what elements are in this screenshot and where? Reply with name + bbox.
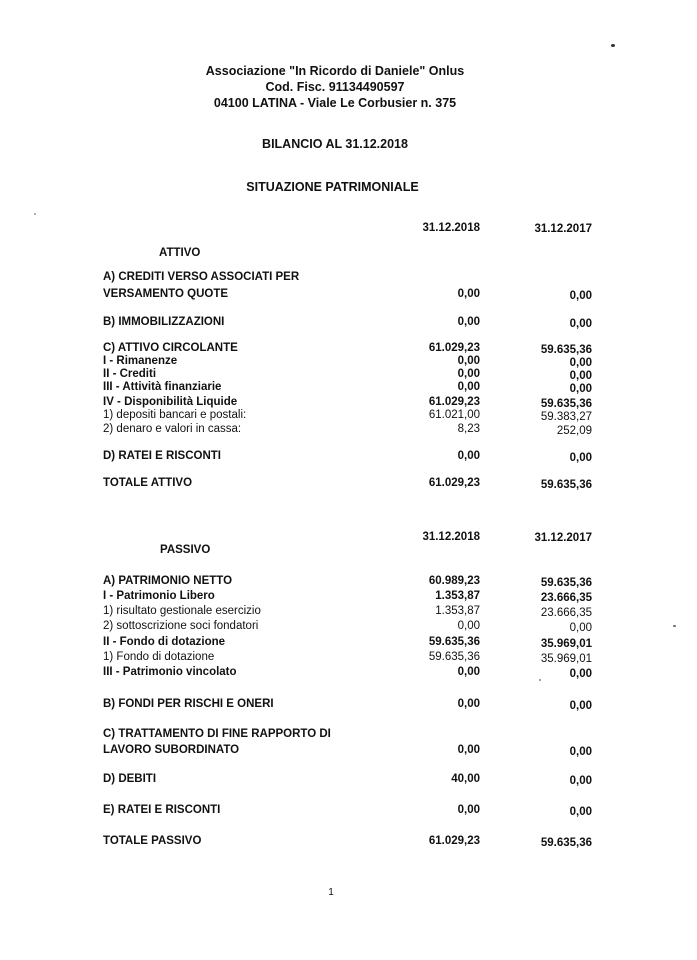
attivo-row-label: IV - Disponibilità Liquide <box>103 396 238 408</box>
address: 04100 LATINA - Viale Le Corbusier n. 375 <box>213 96 457 110</box>
attivo-row-value-2017: 59.635,36 <box>540 398 592 410</box>
passivo-row-value-2018: 61.029,23 <box>428 835 480 847</box>
passivo-row-value-2017: 0,00 <box>569 806 592 818</box>
attivo-row-value-2017: 0,00 <box>569 370 592 382</box>
scan-speck <box>611 44 615 47</box>
passivo-row-label: A) PATRIMONIO NETTO <box>103 575 233 587</box>
scan-speck <box>539 679 541 681</box>
scan-speck <box>673 625 676 627</box>
passivo-row-label: E) RATEI E RISCONTI <box>103 804 221 816</box>
column-header-2017: 31.12.2017 <box>534 223 592 235</box>
org-name: Associazione "In Ricordo di Daniele" Onlus <box>205 64 465 78</box>
passivo-row-value-2017: 59.635,36 <box>540 837 592 849</box>
attivo-row-value-2017: 0,00 <box>569 318 592 330</box>
passivo-row-value-2017: 23.666,35 <box>540 607 592 619</box>
attivo-row-label: A) CREDITI VERSO ASSOCIATI PER <box>103 271 300 283</box>
passivo-row-label: LAVORO SUBORDINATO <box>103 744 240 756</box>
passivo-row-value-2017: 35.969,01 <box>540 653 592 665</box>
attivo-row-value-2017: 0,00 <box>569 452 592 464</box>
attivo-row-label: D) RATEI E RISCONTI <box>103 450 221 462</box>
column-header-2018: 31.12.2018 <box>422 222 480 234</box>
passivo-row-value-2017: 0,00 <box>569 775 592 787</box>
passivo-row-label: II - Fondo di dotazione <box>103 636 226 648</box>
attivo-row-value-2018: 0,00 <box>457 368 480 380</box>
passivo-row-label: C) TRATTAMENTO DI FINE RAPPORTO DI <box>103 728 331 740</box>
passivo-row-label: 2) sottoscrizione soci fondatori <box>103 620 259 632</box>
attivo-row-label: 2) denaro e valori in cassa: <box>103 423 242 435</box>
document-title: BILANCIO AL 31.12.2018 <box>262 137 408 151</box>
passivo-row-value-2018: 0,00 <box>457 620 480 632</box>
attivo-row-value-2018: 61.029,23 <box>428 396 480 408</box>
attivo-row-value-2018: 0,00 <box>457 355 480 367</box>
column-header-2018-passivo: 31.12.2018 <box>422 531 480 543</box>
attivo-row-label: I - Rimanenze <box>103 355 178 367</box>
passivo-row-value-2017: 35.969,01 <box>540 638 592 650</box>
attivo-row-value-2017: 59.635,36 <box>540 479 592 491</box>
passivo-row-value-2017: 0,00 <box>569 668 592 680</box>
passivo-row-label: I - Patrimonio Libero <box>103 590 215 602</box>
attivo-row-value-2017: 0,00 <box>569 357 592 369</box>
attivo-row-value-2018: 61.029,23 <box>428 342 480 354</box>
attivo-row-label: TOTALE ATTIVO <box>103 477 193 489</box>
document-subtitle: SITUAZIONE PATRIMONIALE <box>246 180 419 194</box>
attivo-row-value-2017: 0,00 <box>569 383 592 395</box>
attivo-row-value-2018: 0,00 <box>457 450 480 462</box>
column-header-2017-passivo: 31.12.2017 <box>534 532 592 544</box>
attivo-row-label: C) ATTIVO CIRCOLANTE <box>103 342 238 354</box>
passivo-row-value-2018: 0,00 <box>457 698 480 710</box>
passivo-row-value-2018: 60.989,23 <box>428 575 480 587</box>
passivo-row-label: 1) Fondo di dotazione <box>103 651 215 663</box>
attivo-row-label: VERSAMENTO QUOTE <box>103 288 229 300</box>
attivo-row-value-2018: 61.029,23 <box>428 477 480 489</box>
passivo-row-label: B) FONDI PER RISCHI E ONERI <box>103 698 274 710</box>
passivo-row-label: D) DEBITI <box>103 773 157 785</box>
passivo-row-label: 1) risultato gestionale esercizio <box>103 605 261 617</box>
attivo-row-value-2018: 0,00 <box>457 288 480 300</box>
attivo-heading: ATTIVO <box>159 247 201 259</box>
passivo-row-value-2018: 1.353,87 <box>435 590 480 602</box>
passivo-row-label: III - Patrimonio vincolato <box>103 666 237 678</box>
attivo-row-value-2017: 59.383,27 <box>540 411 592 423</box>
passivo-heading: PASSIVO <box>160 544 211 556</box>
fiscal-code: Cod. Fisc. 91134490597 <box>265 80 405 94</box>
attivo-row-label: II - Crediti <box>103 368 157 380</box>
attivo-row-label: III - Attività finanziarie <box>103 381 222 393</box>
passivo-row-value-2018: 59.635,36 <box>428 636 480 648</box>
attivo-row-value-2018: 8,23 <box>457 423 480 435</box>
attivo-row-label: B) IMMOBILIZZAZIONI <box>103 316 225 328</box>
passivo-row-value-2017: 0,00 <box>569 622 592 634</box>
passivo-row-value-2018: 59.635,36 <box>428 651 480 663</box>
passivo-row-label: TOTALE PASSIVO <box>103 835 202 847</box>
attivo-row-value-2018: 61.021,00 <box>428 409 480 421</box>
passivo-row-value-2017: 0,00 <box>569 746 592 758</box>
attivo-row-value-2017: 59.635,36 <box>540 344 592 356</box>
scan-speck <box>34 213 36 215</box>
passivo-row-value-2018: 0,00 <box>457 744 480 756</box>
attivo-row-value-2018: 0,00 <box>457 316 480 328</box>
attivo-row-value-2017: 0,00 <box>569 290 592 302</box>
page-number: 1 <box>328 887 334 898</box>
passivo-row-value-2017: 0,00 <box>569 700 592 712</box>
passivo-row-value-2018: 1.353,87 <box>435 605 480 617</box>
attivo-row-value-2017: 252,09 <box>556 425 592 437</box>
passivo-row-value-2018: 0,00 <box>457 666 480 678</box>
passivo-row-value-2018: 40,00 <box>451 773 480 785</box>
passivo-row-value-2017: 23.666,35 <box>540 592 592 604</box>
attivo-row-value-2018: 0,00 <box>457 381 480 393</box>
passivo-row-value-2018: 0,00 <box>457 804 480 816</box>
attivo-row-label: 1) depositi bancari e postali: <box>103 409 247 421</box>
passivo-row-value-2017: 59.635,36 <box>540 577 592 589</box>
